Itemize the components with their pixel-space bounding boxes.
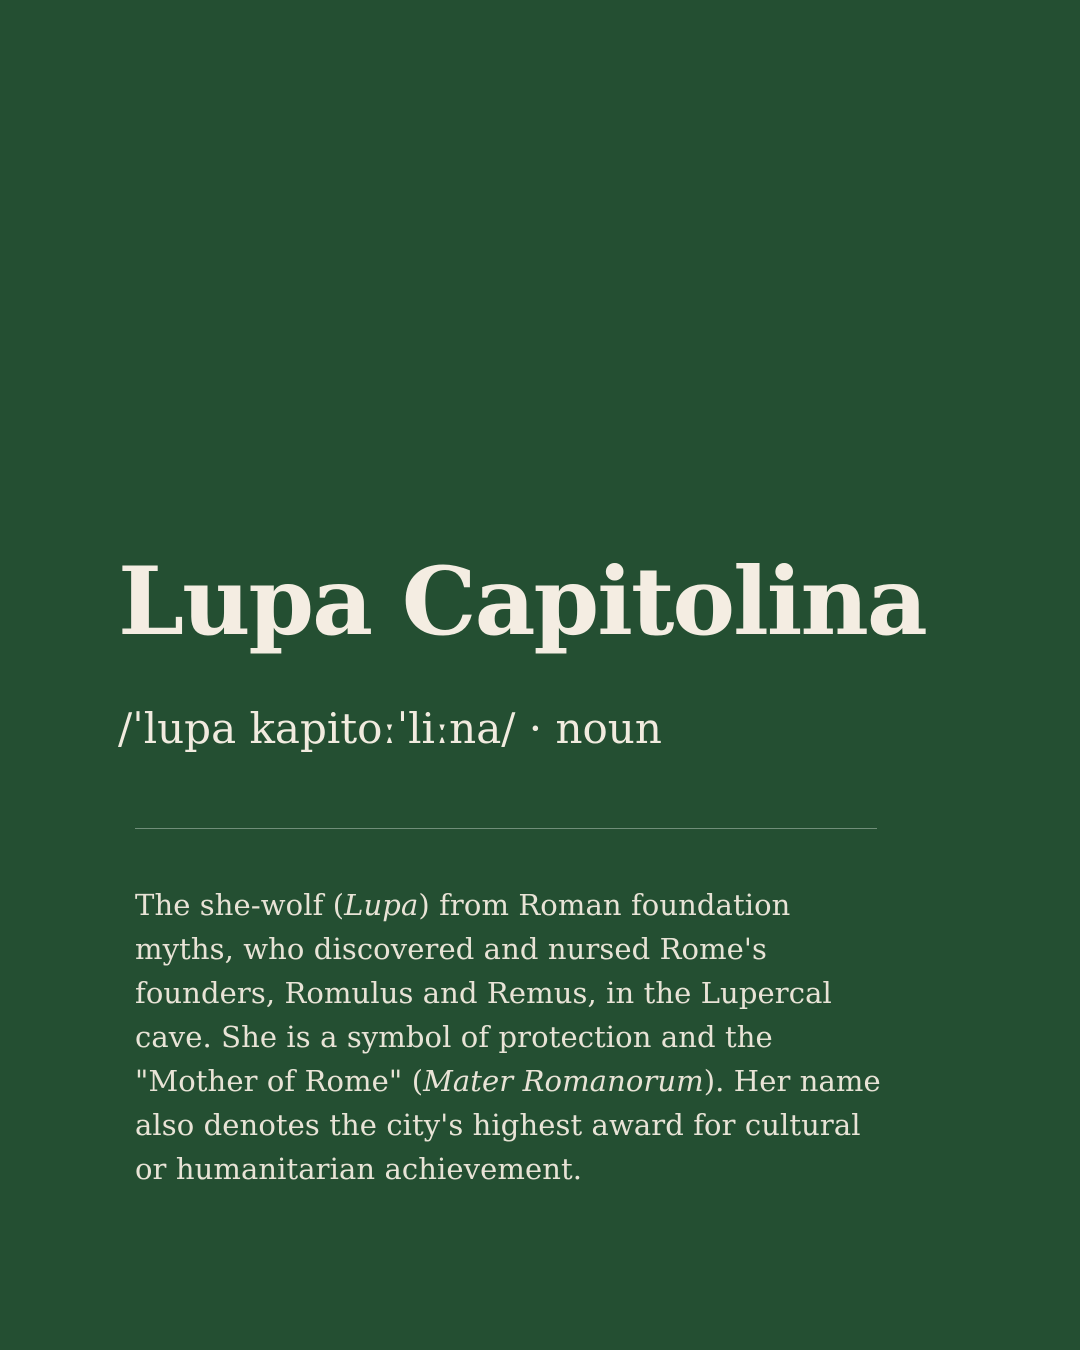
entry-word: Lupa Capitolina (118, 547, 926, 657)
definition-line-5 (135, 1059, 895, 1103)
definition-line-6: also denotes the city's highest award for cultural (135, 1108, 861, 1142)
definition-italic-term: Lupa (344, 888, 419, 922)
pronunciation: /ˈlupa kapitoːˈliːna/ (118, 704, 516, 753)
definition-line-1 (135, 883, 895, 927)
definition-text-segment: "Mother of Rome" ( (135, 1064, 424, 1098)
definition-text-segment: The she-wolf ( (135, 888, 345, 922)
definition-line-4: cave. She is a symbol of protection and the (135, 1020, 773, 1054)
part-of-speech: noun (555, 704, 662, 753)
definition-text-segment: ) from Roman foundation (418, 888, 791, 922)
definition-line-7: or humanitarian achievement. (135, 1152, 583, 1186)
pronunciation-line (118, 704, 662, 754)
definition-italic-term: Mater Romanorum (423, 1064, 704, 1098)
separator-dot: · (528, 704, 543, 753)
definition-line-3: founders, Romulus and Remus, in the Lupercal (135, 976, 832, 1010)
definition-text (135, 883, 895, 1191)
divider-line (135, 828, 877, 829)
definition-text-segment: ). Her name (703, 1064, 881, 1098)
definition-line-2: myths, who discovered and nursed Rome's (135, 932, 767, 966)
